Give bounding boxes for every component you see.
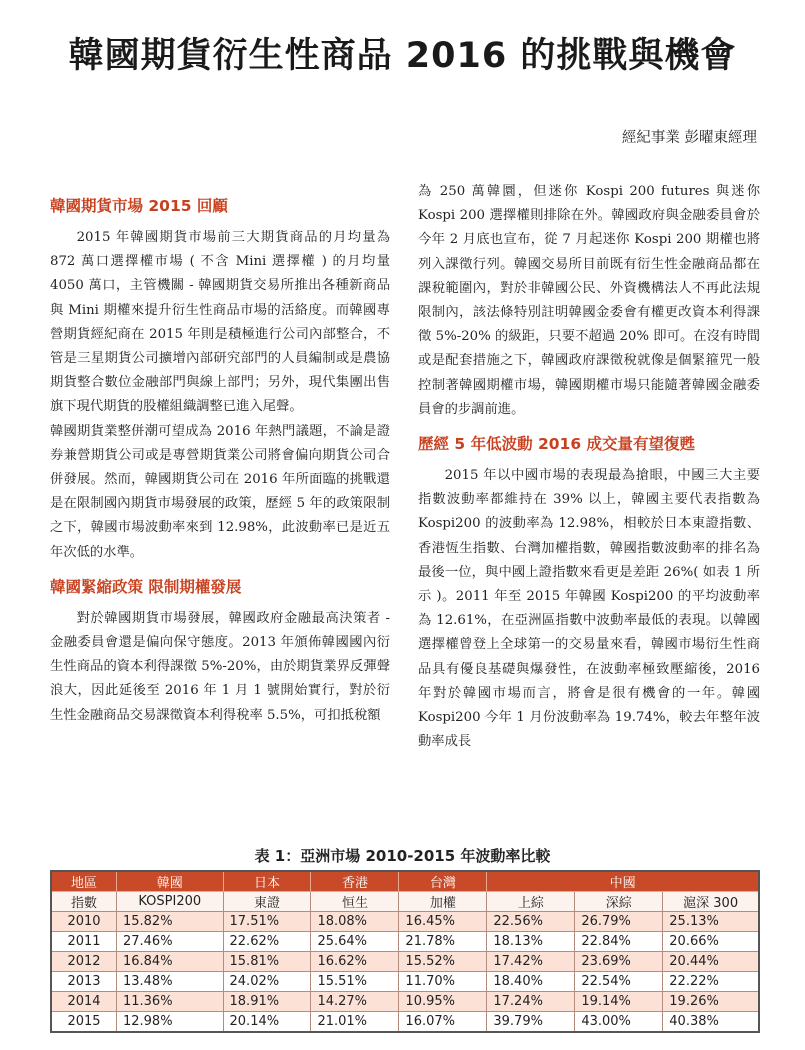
table-subheader-cell: 加權 <box>399 892 487 912</box>
table-cell: 15.52% <box>399 952 487 972</box>
table-cell: 15.81% <box>223 952 311 972</box>
table-subheader-cell: 恒生 <box>311 892 399 912</box>
table-cell: 22.62% <box>223 932 311 952</box>
body-paragraph: 對於韓國期貨市場發展，韓國政府金融最高決策者 - 金融委員會還是偏向保守態度。2013 年頒佈韓國國內衍生性商品的資本利得課徵 5%-20%，由於期貨業界反彈聲浪大，因此延後至 2016 年 1 月 1 號開始實行，對於衍生性金融商品交易課徵資本利得稅率 5.5%，可扣抵稅額 <box>50 610 390 723</box>
table-cell: 15.82% <box>116 912 223 932</box>
table-cell: 22.22% <box>663 972 759 992</box>
table-subheader-cell: 滬深 300 <box>663 892 759 912</box>
table-row <box>51 932 759 952</box>
table-subheader-cell: 東證 <box>223 892 311 912</box>
table-row <box>51 912 759 932</box>
table-row <box>51 992 759 1012</box>
body-paragraph: 2015 年以中國市場的表現最為搶眼，中國三大主要指數波動率都維持在 39% 以上，韓國主要代表指數為 Kospi200 的波動率為 12.98%，相較於日本東證指數、香港恆生指數、台灣加權指數，韓國指數波動率的排名為最後一位，與中國上證指數來看更是差距 26%( 如表 1 所示 )。2011 年至 2015 年韓國 Kospi200 的平均波動率為 12.61%，在亞洲區指數中波動率最低的表現。以韓國選擇權曾登上全球第一的交易量來看，韓國市場衍生性商品具有優良基礎與爆發性，在波動率極致壓縮後，2016 年對於韓國市場而言，將會是很有機會的一年。韓國 Kospi200 今年 1 月份波動率為 19.74%，較去年整年波動率成長 <box>418 468 760 750</box>
table-cell: 27.46% <box>116 932 223 952</box>
table-cell-year: 2011 <box>51 932 116 952</box>
right-column <box>418 180 760 754</box>
volatility-table <box>50 870 760 1033</box>
table-cell: 20.66% <box>663 932 759 952</box>
table-cell: 23.69% <box>575 952 663 972</box>
author-byline: 經紀事業 彭曜東經理 <box>621 130 757 146</box>
table-cell: 16.62% <box>311 952 399 972</box>
body-paragraph: 韓國期貨業整併潮可望成為 2016 年熱門議題，不論是證券兼營期貨公司或是專營期貨業公司將會偏向期貨公司合併發展。然而，韓國期貨公司在 2016 年所面臨的挑戰還是在限制國內期貨市場發展的政策，歷經 5 年的政策限制之下，韓國市場波動率來到 12.98%，此波動率已是近五年次低的水準。 <box>50 423 390 560</box>
table-cell: 24.02% <box>223 972 311 992</box>
table-subheader-cell: KOSPI200 <box>116 892 223 912</box>
table-cell: 11.70% <box>399 972 487 992</box>
table-cell: 39.79% <box>487 1012 575 1033</box>
table-cell: 18.91% <box>223 992 311 1012</box>
table-cell: 22.56% <box>487 912 575 932</box>
table-cell-year: 2013 <box>51 972 116 992</box>
table-cell: 11.36% <box>116 992 223 1012</box>
table-header-cell: 日本 <box>223 871 311 892</box>
table-cell: 18.08% <box>311 912 399 932</box>
table-cell: 18.13% <box>487 932 575 952</box>
table-subheader-cell: 指數 <box>51 892 116 912</box>
table-header-cell: 香港 <box>311 871 399 892</box>
table-cell: 20.44% <box>663 952 759 972</box>
body-paragraph: 為 250 萬韓圜，但迷你 Kospi 200 futures 與迷你 Kospi 200 選擇權則排除在外。韓國政府與金融委員會於今年 2 月底也宣布，從 7 月起迷你 Kospi 200 期權也將列入課徵行列。韓國交易所目前既有衍生性金融商品都在課稅範圍內，對於非韓國公民、外資機構法人不再此法規限制內，該法條特別註明韓國金委會有權更改資本利得課徵 5%-20% 的級距，只要不超過 20% 即可。在沒有時間或是配套措施之下，韓國政府課徵稅就像是個緊箍咒一般控制著韓國期權市場，韓國期權市場只能隨著韓國金融委員會的步調前進。 <box>418 184 760 417</box>
table-cell: 20.14% <box>223 1012 311 1033</box>
table-subheader-row <box>51 892 759 912</box>
table-header-cell: 中國 <box>487 871 759 892</box>
table-cell: 25.13% <box>663 912 759 932</box>
table-cell: 26.79% <box>575 912 663 932</box>
table-row <box>51 952 759 972</box>
table-header-cell: 台灣 <box>399 871 487 892</box>
table-cell: 19.14% <box>575 992 663 1012</box>
table-cell: 40.38% <box>663 1012 759 1033</box>
table-cell-year: 2014 <box>51 992 116 1012</box>
left-column <box>50 180 390 728</box>
table-header-cell: 韓國 <box>116 871 223 892</box>
table-cell: 21.01% <box>311 1012 399 1033</box>
table-cell: 22.84% <box>575 932 663 952</box>
table-cell: 15.51% <box>311 972 399 992</box>
table-header-row <box>51 871 759 892</box>
table-row <box>51 1012 759 1033</box>
table-cell: 17.42% <box>487 952 575 972</box>
table-cell: 19.26% <box>663 992 759 1012</box>
table-header-cell: 地區 <box>51 871 116 892</box>
table-cell: 14.27% <box>311 992 399 1012</box>
table-cell-year: 2012 <box>51 952 116 972</box>
table-cell: 13.48% <box>116 972 223 992</box>
table-cell: 12.98% <box>116 1012 223 1033</box>
table-cell: 43.00% <box>575 1012 663 1033</box>
section-heading-tight-policy: 韓國緊縮政策 限制期權發展 <box>50 577 242 596</box>
table-cell: 22.54% <box>575 972 663 992</box>
page-title: 韓國期貨衍生性商品 2016 的挑戰與機會 <box>68 36 737 76</box>
table-cell: 17.51% <box>223 912 311 932</box>
table-row <box>51 972 759 992</box>
table-cell: 16.07% <box>399 1012 487 1033</box>
table-cell-year: 2010 <box>51 912 116 932</box>
table-cell: 18.40% <box>487 972 575 992</box>
table-cell-year: 2015 <box>51 1012 116 1033</box>
table-cell: 25.64% <box>311 932 399 952</box>
table-subheader-cell: 深綜 <box>575 892 663 912</box>
table-cell: 16.45% <box>399 912 487 932</box>
table-cell: 17.24% <box>487 992 575 1012</box>
table-cell: 16.84% <box>116 952 223 972</box>
body-paragraph: 2015 年韓國期貨市場前三大期貨商品的月均量為 872 萬口選擇權市場 ( 不含 Mini 選擇權 ) 的月均量 4050 萬口，主管機關 - 韓國期貨交易所推出各種新商品與 Mini 期權來提升衍生性商品市場的活絡度。而韓國專營期貨經紀商在 2015 年則是積極進行公司內部整合，不管是三星期貨公司擴增內部研究部門的人員編制或是農協期貨整合數位金融部門與線上部門；另外，現代集團出售旗下現代期貨的股權組織調整已進入尾聲。 <box>50 230 390 415</box>
table-cell: 10.95% <box>399 992 487 1012</box>
table-subheader-cell: 上綜 <box>487 892 575 912</box>
table-cell: 21.78% <box>399 932 487 952</box>
table-caption: 表 1：亞洲市場 2010-2015 年波動率比較 <box>254 847 551 865</box>
section-heading-volume-recovery: 歷經 5 年低波動 2016 成交量有望復甦 <box>418 435 696 454</box>
section-heading-2015-review: 韓國期貨市場 2015 回顧 <box>50 197 228 215</box>
